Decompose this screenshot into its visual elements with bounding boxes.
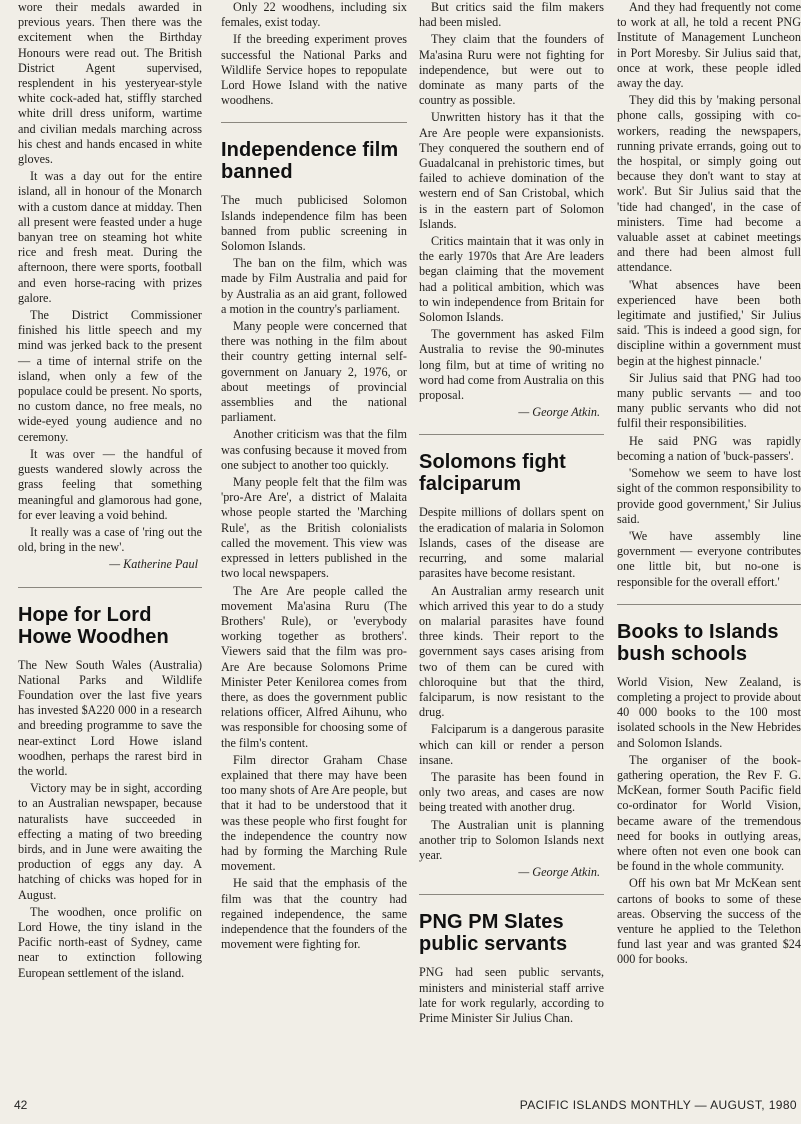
column-1 (18, 0, 202, 983)
headline-falciparum: Solomons fight falciparum (419, 451, 566, 496)
article-paragraph: Only 22 woodhens, including six females, exist today. (221, 0, 407, 30)
article-paragraph: World Vision, New Zealand, is completing a project to provide about 40 000 books to the 100 most isolated schools in the New Hebrides and Solomon Islands. (617, 674, 801, 750)
section-divider (617, 604, 801, 605)
article-paragraph: The organiser of the book-gathering operation, the Rev F. G. McKean, former South Pacific field co-ordinator for World Vision, became aware of the tremendous need for books in outlying areas, where often not even one book can be found in the whole community. (617, 752, 801, 874)
article-paragraph: They claim that the founders of Ma'asina Ruru were not fighting for independence, but were out to dominate as many parts of the country as possible. (419, 32, 604, 108)
section-divider (419, 434, 604, 435)
headline-film: Independence film banned (221, 139, 399, 184)
masthead: PACIFIC ISLANDS MONTHLY — AUGUST, 1980 (519, 1098, 797, 1112)
article-paragraph: Critics maintain that it was only in the early 1970s that Are Are leaders began claiming that the movement had a political ambition, which was to win independence from Britain for Solomon Islands. (419, 234, 604, 325)
column-2 (221, 0, 407, 954)
article-paragraph: It was a day out for the entire island, all in honour of the Monarch with a custom dance at midday. Then all present were feasted under a huge banyan tree on steaming hot white rice and fresh meat. During the afternoon, there were sports, football and even horse-racing with prizes galore. (18, 169, 202, 305)
article-paragraph: 'We have assembly line government — everyone contributes one little bit, but no-one is responsible for the overall effort.' (617, 528, 801, 589)
headline-woodhen: Hope for Lord Howe Woodhen (18, 603, 169, 648)
section-divider (419, 894, 604, 895)
article-paragraph: 'Somehow we seem to have lost sight of the common responsibility to provide good government,' Sir Julius said. (617, 466, 801, 526)
section-divider (18, 587, 202, 588)
article-paragraph: Victory may be in sight, according to an Australian newspaper, because naturalists have succeeded in effecting a mating of two breeding birds, and in June were awaiting the production of eggs any day. A hatching of chicks was hoped for in August. (18, 781, 202, 902)
article-paragraph: Sir Julius said that PNG had too many public servants — and too many public servants who did not fulfil their responsibilities. (617, 370, 801, 431)
byline: — George Atkin. (518, 405, 600, 420)
article-paragraph: Another criticism was that the film was confusing because it moved from one subject to another too quickly. (221, 427, 407, 472)
article-paragraph: The ban on the film, which was made by Film Australia and paid for by Australia as an aid grant, followed a motion in the country's parliament. (221, 256, 407, 316)
article-paragraph: It really was a case of 'ring out the old, bring in the new'. (18, 524, 202, 555)
article-paragraph: But critics said the film makers had been misled. (419, 0, 604, 30)
headline-books: Books to Islands bush schools (617, 620, 779, 665)
article-paragraph: An Australian army research unit which arrived this year to do a study on malarial parasites have found three kinds. Their report to the government says cases arising from two of them can be cured with chloroquine but that the third, falciparum, is now resistant to the drug. (419, 583, 604, 720)
article-paragraph: The Australian unit is planning another trip to Solomon Islands next year. (419, 817, 604, 862)
article-paragraph: The New South Wales (Australia) National Parks and Wildlife Foundation over the last five years has invested $A220 000 in a research and breeding programme to save the near-extinct Lord Howe island woodhen, perhaps the rarest bird in the world. (18, 657, 202, 778)
column-4 (617, 0, 801, 970)
article-paragraph: And they had frequently not come to work at all, he told a recent PNG Institute of Management Luncheon in Port Moresby. Sir Julius said that, once at work, these people idled away the day. (617, 0, 801, 91)
page-footer (0, 1098, 801, 1116)
article-paragraph: It was over — the handful of guests wandered slowly across the grass feeling that something meaningful and glamorous had gone, for ever leaving a void behind. (18, 446, 202, 522)
article-paragraph: The Are Are people called the movement Ma'asina Ruru (The Brothers' Rule), or 'everybody working together as brothers'. Viewers said that the film was pro-Are Are because Solomons Prime Minister Peter Kenilorea comes from there, as does the government public relations officer, Alfred Aihunu, who was responsible for choosing some of the film's content. (221, 583, 407, 750)
article-paragraph: The parasite has been found in only two areas, and cases are now being treated with another drug. (419, 769, 604, 815)
article-paragraph: 'What absences have been experienced have been both legitimate and justified,' Sir Julius said. 'This is indeed a good sign, for discipline within a government must begin at the highest pinnacle.' (617, 277, 801, 368)
headline-png: PNG PM Slates public servants (419, 911, 568, 956)
article-paragraph: The woodhen, once prolific on Lord Howe, the tiny island in the Pacific north-east of Sydney, came near to extinction following European settlement of the island. (18, 904, 202, 980)
article-paragraph: The District Commissioner finished his little speech and my mind was jerked back to the present — a time of internal strife on the island, when only a few of the populace could be present. No sports, no custom dance, no free meals, no wide-eyed young audience and no ceremony. (18, 308, 202, 444)
article-paragraph: wore their medals awarded in previous years. Then there was the excitement when the Birthday Honours were read out. The British District Agent supervised, resplendent in his yesteryear-style white cock-aded hat, stiffly starched white drill dress uniform, wartime and civilian medals marching across his chest and hands encased in white gloves. (18, 0, 202, 167)
byline: — Katherine Paul (109, 557, 198, 572)
article-paragraph: He said that the emphasis of the film was that the country had regained independence, the same independence that the founders of the movement were fighting for. (221, 876, 407, 952)
article-paragraph: Many people were concerned that there was nothing in the film about their country getting internal self-government on January 2, 1976, or about meetings of provincial assemblies and the national parliament. (221, 319, 407, 425)
article-paragraph: Many people felt that the film was 'pro-Are Are', a district of Malaita whose people started the 'Marching Rule', as the British colonialists called the movement. This view was expressed in letters published in the two local newspapers. (221, 475, 407, 581)
article-paragraph: He said PNG was rapidly becoming a nation of 'buck-passers'. (617, 433, 801, 463)
section-divider (221, 122, 407, 123)
article-paragraph: Despite millions of dollars spent on the eradication of malaria in Solomon Islands, cases of the disease are recurring, and some malarial parasites have become resistant. (419, 505, 604, 581)
article-paragraph: Film director Graham Chase explained that there may have been too many shots of Are Are people, but that it had to be understood that it was these people who first fought for the independence the country now had by forming the Marching Rule movement. (221, 752, 407, 874)
column-3 (419, 0, 604, 1028)
article-paragraph: If the breeding experiment proves successful the National Parks and Wildlife Service hopes to repopulate Lord Howe Island with the native woodhens. (221, 32, 407, 108)
article-paragraph: Unwritten history has it that the Are Are people were expansionists. They conquered the southern end of Guadalcanal in prehistoric times, but failed to achieve domination of the western end of San Cristobal, which is in the eastern part of Solomon Islands. (419, 110, 604, 231)
page-number: 42 (14, 1098, 28, 1112)
article-paragraph: They did this by 'making personal phone calls, gossiping with co-workers, reading the newspapers, running private errands, going out to the hospital, or simply going out because they don't want to stay at work'. But Sir Julius said that the 'tide had changed', in the case of ministers. Time had become a valuable asset at cabinet meetings and there had been almost full attendance. (617, 93, 801, 275)
article-paragraph: The much publicised Solomon Islands independence film has been banned from public screening in Solomon Islands. (221, 193, 407, 254)
article-paragraph: The government has asked Film Australia to revise the 90-minutes long film, but at time of writing no word had come from Australia on this proposal. (419, 327, 604, 403)
article-paragraph: Off his own bat Mr McKean sent cartons of books to some of these areas. Observing the success of the venture he applied to the Telethon fund last year and was granted $24 000 for books. (617, 876, 801, 967)
article-paragraph: Falciparum is a dangerous parasite which can kill or render a person insane. (419, 722, 604, 767)
byline: — George Atkin. (518, 865, 600, 880)
article-paragraph: PNG had seen public servants, ministers and ministerial staff arrive late for work regularly, according to Prime Minister Sir Julius Chan. (419, 965, 604, 1025)
